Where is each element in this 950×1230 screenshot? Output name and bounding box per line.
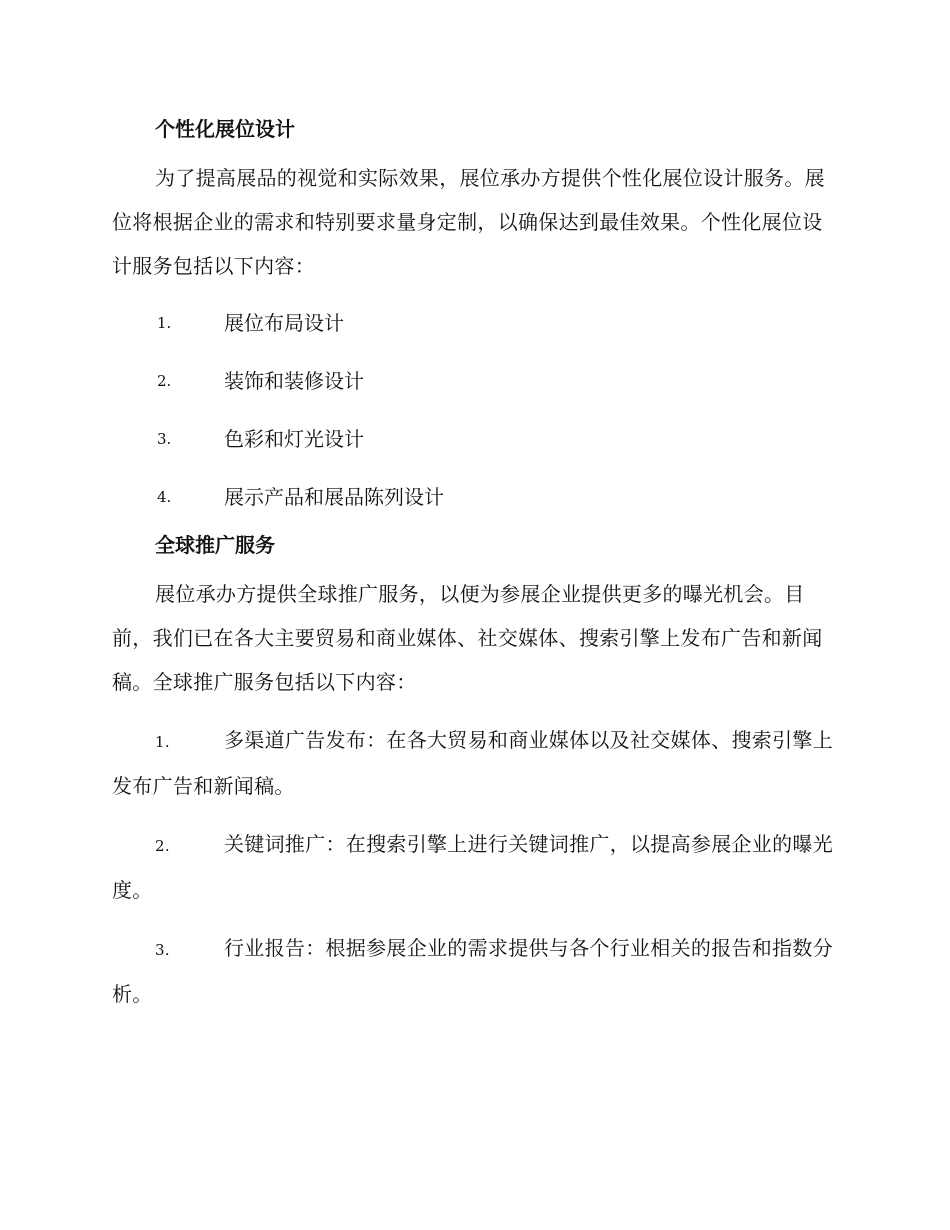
list-item-number: 2. <box>157 372 172 390</box>
list-item-number: 3. <box>155 941 170 959</box>
list-item <box>112 294 834 352</box>
list-item <box>112 822 834 912</box>
section-paragraph-booth-design: 为了提高展品的视觉和实际效果，展位承办方提供个性化展位设计服务。展位将根据企业的需求和特别要求量身定制，以确保达到最佳效果。个性化展位设计服务包括以下内容： <box>112 166 825 278</box>
section-heading-booth-design: 个性化展位设计 <box>155 117 295 141</box>
list-item <box>112 410 834 468</box>
list-item-text: 展位布局设计 <box>224 311 344 335</box>
list-item-number: 2. <box>155 837 170 855</box>
section-heading-global-promotion: 全球推广服务 <box>155 533 275 557</box>
list-item-text: 展示产品和展品陈列设计 <box>224 485 444 509</box>
list-item <box>112 352 834 410</box>
list-item-text: 色彩和灯光设计 <box>224 427 364 451</box>
list-item <box>112 718 834 808</box>
list-item-text: 行业报告：根据参展企业的需求提供与各个行业相关的报告和指数分析。 <box>112 936 833 1006</box>
list-item <box>112 926 834 1016</box>
booth-design-list <box>112 294 834 526</box>
list-item-text: 关键词推广：在搜索引擎上进行关键词推广，以提高参展企业的曝光度。 <box>112 832 833 902</box>
section-paragraph-global-promotion: 展位承办方提供全球推广服务，以便为参展企业提供更多的曝光机会。目前，我们已在各大主要贸易和商业媒体、社交媒体、搜索引擎上发布广告和新闻稿。全球推广服务包括以下内容： <box>112 582 823 694</box>
list-item-text: 装饰和装修设计 <box>224 369 364 393</box>
list-item-number: 1. <box>157 314 172 332</box>
list-item-number: 4. <box>157 488 172 506</box>
list-item-text: 多渠道广告发布：在各大贸易和商业媒体以及社交媒体、搜索引擎上发布广告和新闻稿。 <box>112 728 833 798</box>
list-item-number: 3. <box>157 430 172 448</box>
global-promotion-list <box>112 718 834 1016</box>
list-item <box>112 468 834 526</box>
document-body <box>112 110 834 1016</box>
list-item-number: 1. <box>155 733 170 751</box>
